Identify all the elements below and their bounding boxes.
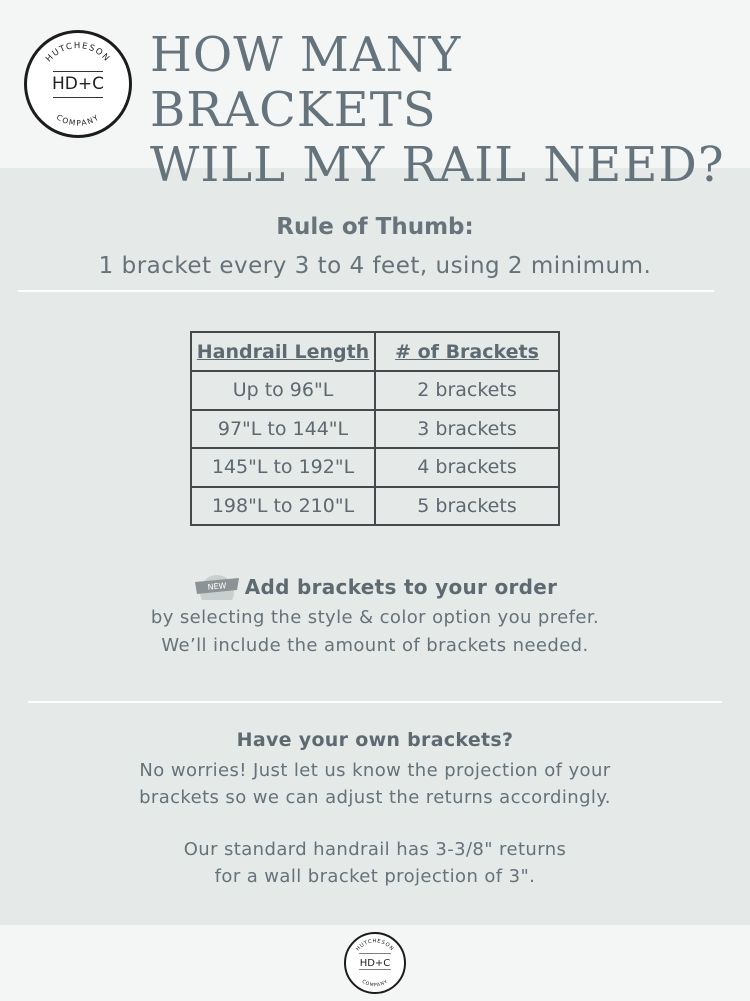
- own-brackets-line-2: brackets so we can adjust the returns accordingly.: [139, 787, 611, 808]
- add-brackets-title: Add brackets to your order: [244, 575, 558, 599]
- length-cell: 145"L to 192"L: [192, 449, 376, 486]
- footer-logo-mark: HD+C: [359, 957, 391, 969]
- own-brackets-heading: Have your own brackets?: [236, 729, 514, 751]
- title-line-1: HOW MANY BRACKETS: [150, 27, 462, 138]
- svg-text:COMPANY: [361, 979, 390, 989]
- page-title: [150, 28, 740, 193]
- svg-text:HUTCHESON: [355, 938, 395, 952]
- add-brackets-line-2: We’ll include the amount of brackets needed.: [161, 635, 589, 656]
- footer-logo: [344, 932, 406, 994]
- svg-text:HUTCHESON: [44, 41, 112, 64]
- brackets-cell: 5 brackets: [417, 494, 517, 517]
- rule-text: 1 bracket every 3 to 4 feet, using 2 minimum.: [98, 253, 652, 279]
- standard-returns-line-2: for a wall bracket projection of 3".: [214, 866, 536, 887]
- logo-ring-bottom: COMPANY: [54, 112, 102, 128]
- length-cell: 198"L to 210"L: [192, 488, 376, 525]
- column-header-brackets: # of Brackets: [395, 340, 539, 363]
- standard-returns-line-1: Our standard handrail has 3-3/8" returns: [183, 839, 567, 860]
- bracket-table: [190, 331, 560, 526]
- brackets-cell: 2 brackets: [417, 379, 517, 402]
- brackets-cell: 3 brackets: [417, 417, 517, 440]
- divider-middle: [28, 701, 722, 703]
- add-brackets-heading-row: [0, 574, 750, 600]
- own-brackets-line-1: No worries! Just let us know the projection of your: [139, 760, 611, 781]
- title-line-2: WILL MY RAIL NEED?: [150, 137, 725, 193]
- table-row: [192, 409, 558, 448]
- add-brackets-text: [0, 604, 750, 660]
- new-badge-label: NEW: [206, 581, 227, 592]
- brackets-cell: 4 brackets: [417, 456, 517, 479]
- standard-returns-text: [0, 836, 750, 890]
- table-row: [192, 447, 558, 486]
- svg-text:COMPANY: [55, 113, 101, 128]
- footer-logo-ring-top: HUTCHESON: [355, 938, 395, 953]
- footer-logo-ring-bottom: COMPANY: [360, 979, 390, 989]
- column-header-length: Handrail Length: [192, 333, 376, 370]
- new-badge-icon: [193, 574, 241, 600]
- company-logo: [24, 30, 132, 138]
- add-brackets-line-1: by selecting the style & color option you prefer.: [150, 607, 600, 628]
- logo-rule-bottom: [53, 97, 103, 98]
- rule-heading: Rule of Thumb:: [276, 214, 474, 240]
- length-cell: 97"L to 144"L: [192, 411, 376, 448]
- table-row: [192, 370, 558, 409]
- length-cell: Up to 96"L: [192, 372, 376, 409]
- table-row: [192, 486, 558, 525]
- logo-mark: HD+C: [52, 74, 104, 94]
- divider-top: [18, 290, 714, 292]
- logo-ring-top: HUTCHESON: [44, 41, 112, 65]
- table-header-row: [192, 333, 558, 370]
- own-brackets-text: [0, 757, 750, 811]
